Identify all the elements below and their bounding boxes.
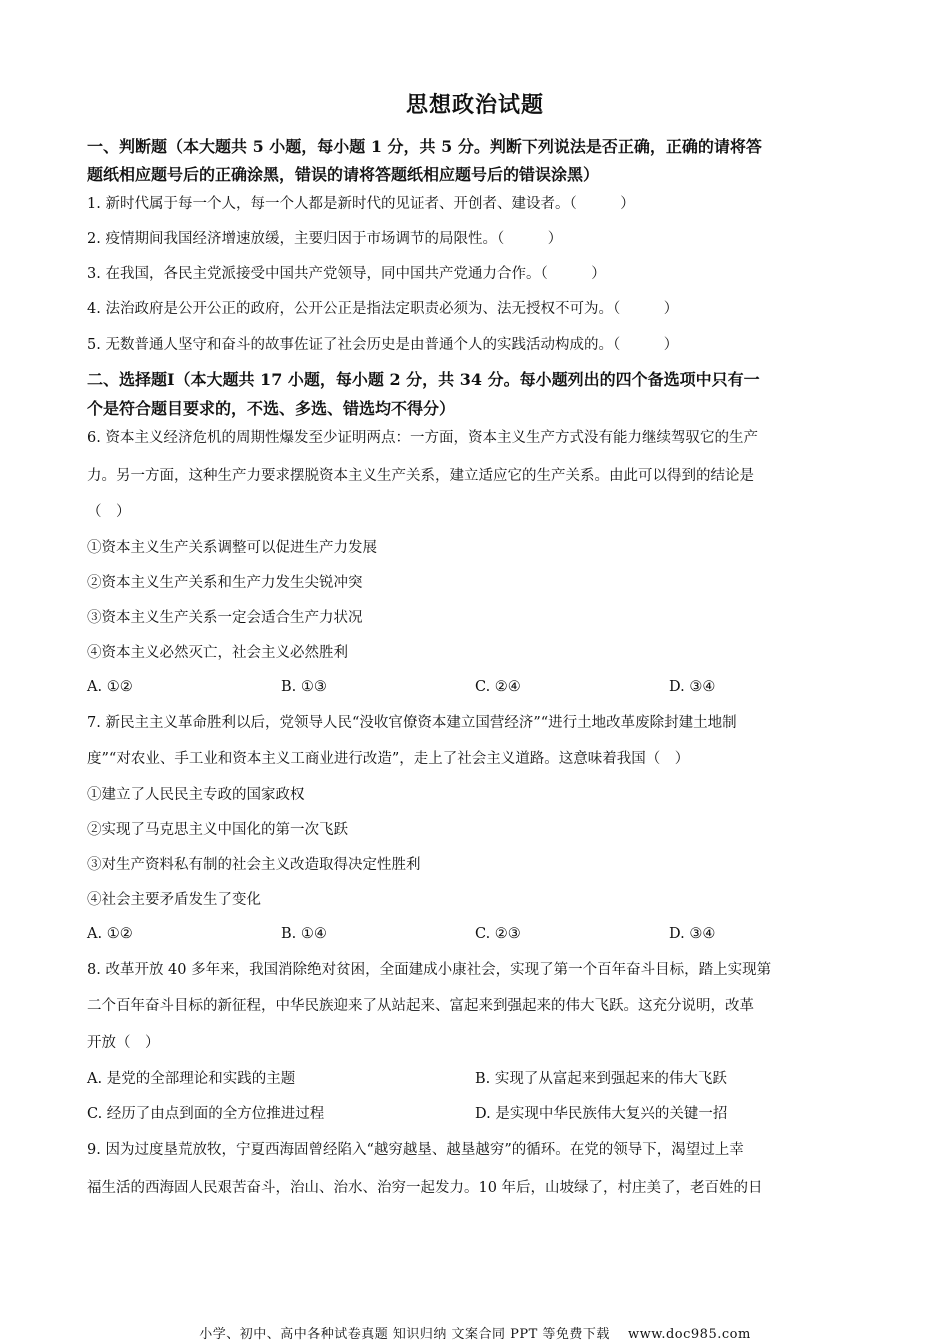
question-6-option-d: D. ③④ xyxy=(669,679,716,695)
question-6-stem-line2: 力。另一方面，这种生产力要求摆脱资本主义生产关系，建立适应它的生产关系。由此可以得到的结论是 xyxy=(87,468,754,484)
question-7-stem-line2: 度”“对农业、手工业和资本主义工商业进行改造”，走上了社会主义道路。这意味着我国（ ） xyxy=(87,751,690,767)
question-6-statement-3: ③资本主义生产关系一定会适合生产力状况 xyxy=(87,610,363,626)
question-7-statement-4: ④社会主要矛盾发生了变化 xyxy=(87,892,261,908)
question-7-option-d: D. ③④ xyxy=(669,926,716,942)
question-7-stem-line1: 7. 新民主主义革命胜利以后，党领导人民“没收官僚资本建立国营经济”“进行土地改革废除封建土地制 xyxy=(87,715,737,731)
question-8-stem-line1: 8. 改革开放 40 多年来，我国消除绝对贫困，全面建成小康社会，实现了第一个百年奋斗目标，踏上实现第 xyxy=(87,962,772,978)
question-7-option-c: C. ②③ xyxy=(475,926,521,942)
question-4: 4. 法治政府是公开公正的政府，公开公正是指法定职责必须为、法无授权不可为。（ ） xyxy=(87,301,679,317)
question-6-option-c: C. ②④ xyxy=(475,679,521,695)
page-title: 思想政治试题 xyxy=(405,92,544,118)
question-7-statement-3: ③对生产资料私有制的社会主义改造取得决定性胜利 xyxy=(87,857,421,873)
question-8-option-d: D. 是实现中华民族伟大复兴的关键一招 xyxy=(475,1106,728,1122)
section1-header-line2: 题纸相应题号后的正确涂黑，错误的请将答题纸相应题号后的错误涂黑） xyxy=(87,165,600,184)
question-6-option-b: B. ①③ xyxy=(281,679,327,695)
question-6-statement-1: ①资本主义生产关系调整可以促进生产力发展 xyxy=(87,540,377,556)
question-6-statement-4: ④资本主义必然灭亡，社会主义必然胜利 xyxy=(87,645,348,661)
question-6-statement-2: ②资本主义生产关系和生产力发生尖锐冲突 xyxy=(87,575,363,591)
question-9-stem-line1: 9. 因为过度垦荒放牧，宁夏西海固曾经陷入“越穷越垦、越垦越穷”的循环。在党的领导下，渴望过上幸 xyxy=(87,1142,744,1158)
question-1: 1. 新时代属于每一个人，每一个人都是新时代的见证者、开创者、建设者。（ ） xyxy=(87,196,635,212)
question-7-statement-1: ①建立了人民民主专政的国家政权 xyxy=(87,787,305,803)
question-6-stem-line3: （ ） xyxy=(87,504,131,520)
question-5: 5. 无数普通人坚守和奋斗的故事佐证了社会历史是由普通个人的实践活动构成的。（ ） xyxy=(87,337,679,353)
question-6-stem-line1: 6. 资本主义经济危机的周期性爆发至少证明两点：一方面，资本主义生产方式没有能力继续驾驭它的生产 xyxy=(87,430,758,446)
question-2: 2. 疫情期间我国经济增速放缓，主要归因于市场调节的局限性。（ ） xyxy=(87,231,563,247)
section1-header-line1: 一、判断题（本大题共 5 小题，每小题 1 分，共 5 分。判断下列说法是否正确，正确的请将答 xyxy=(87,137,762,156)
question-3: 3. 在我国，各民主党派接受中国共产党领导，同中国共产党通力合作。（ ） xyxy=(87,266,606,282)
section2-header-line1: 二、选择题Ⅰ（本大题共 17 小题，每小题 2 分，共 34 分。每小题列出的四个备选项中只有一 xyxy=(87,370,760,389)
question-8-option-b: B. 实现了从富起来到强起来的伟大飞跃 xyxy=(475,1071,727,1087)
question-8-stem-line3: 开放（ ） xyxy=(87,1035,160,1051)
question-7-statement-2: ②实现了马克思主义中国化的第一次飞跃 xyxy=(87,822,348,838)
question-6-option-a: A. ①② xyxy=(87,679,133,695)
question-8-option-a: A. 是党的全部理论和实践的主题 xyxy=(87,1071,296,1087)
section2-header-line2: 个是符合题目要求的，不选、多选、错选均不得分） xyxy=(87,399,456,418)
question-7-option-b: B. ①④ xyxy=(281,926,327,942)
question-8-option-c: C. 经历了由点到面的全方位推进过程 xyxy=(87,1106,325,1122)
question-8-stem-line2: 二个百年奋斗目标的新征程，中华民族迎来了从站起来、富起来到强起来的伟大飞跃。这充分说明，改革 xyxy=(87,998,754,1014)
page-footer: 小学、初中、高中各种试卷真题 知识归纳 文案合同 PPT 等免费下载 www.doc985.com xyxy=(199,1327,751,1342)
question-7-option-a: A. ①② xyxy=(87,926,133,942)
question-9-stem-line2: 福生活的西海固人民艰苦奋斗，治山、治水、治穷一起发力。10 年后，山坡绿了，村庄美了，老百姓的日 xyxy=(87,1180,763,1196)
